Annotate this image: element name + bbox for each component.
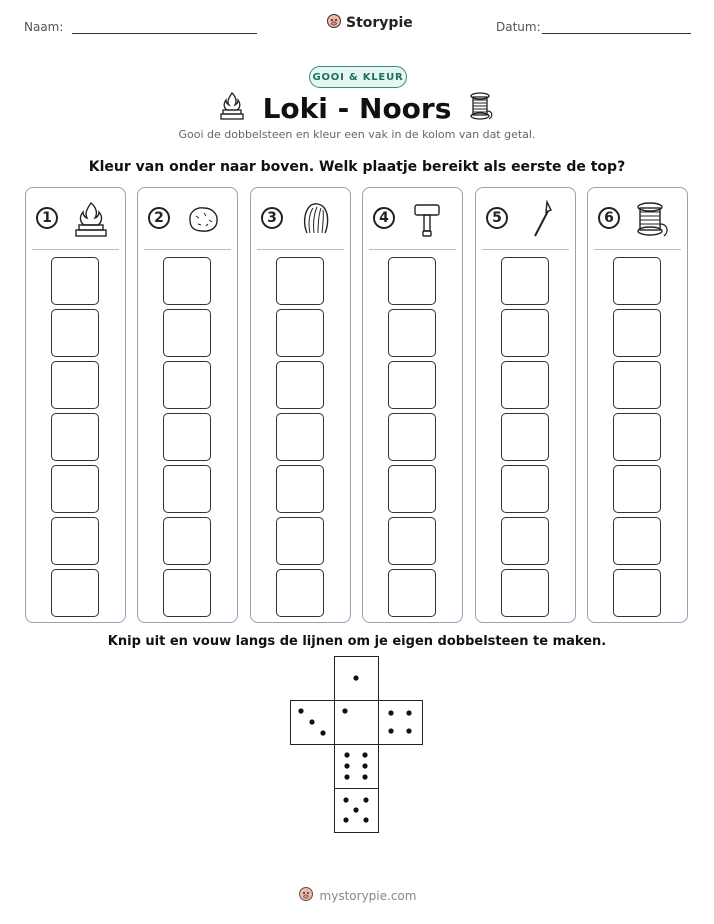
color-box[interactable]	[51, 569, 99, 617]
column-divider	[482, 249, 569, 250]
column-number: 2	[148, 207, 170, 229]
column-5	[475, 187, 576, 623]
column-number: 4	[373, 207, 395, 229]
hammer-icon	[409, 200, 447, 238]
column-divider	[594, 249, 681, 250]
color-box[interactable]	[501, 465, 549, 513]
column-4	[362, 187, 463, 623]
color-box[interactable]	[276, 465, 324, 513]
column-divider	[32, 249, 119, 250]
column-header	[363, 188, 462, 250]
color-box[interactable]	[276, 569, 324, 617]
column-1	[25, 187, 126, 623]
hair-icon	[297, 200, 335, 238]
die-face-4	[378, 700, 423, 745]
rock-icon	[184, 200, 222, 238]
die-face-6	[334, 744, 379, 789]
color-box[interactable]	[51, 257, 99, 305]
die-face-3	[290, 700, 335, 745]
pig-mascot-icon	[326, 13, 342, 33]
color-box[interactable]	[501, 257, 549, 305]
color-box[interactable]	[613, 569, 661, 617]
color-box[interactable]	[388, 361, 436, 409]
color-box[interactable]	[163, 257, 211, 305]
color-box[interactable]	[51, 413, 99, 461]
activity-badge: GOOI & KLEUR	[309, 66, 407, 88]
color-box[interactable]	[613, 517, 661, 565]
die-face-5	[334, 788, 379, 833]
color-box[interactable]	[276, 309, 324, 357]
footer	[0, 886, 714, 905]
color-box[interactable]	[613, 361, 661, 409]
pig-mascot-icon	[298, 886, 314, 905]
color-box[interactable]	[51, 309, 99, 357]
column-number: 6	[598, 207, 620, 229]
brand-name: Storypie	[346, 15, 413, 31]
spear-icon	[522, 200, 560, 238]
color-box[interactable]	[501, 413, 549, 461]
subtitle: Gooi de dobbelsteen en kleur een vak in de kolom van dat getal.	[178, 128, 536, 141]
footer-url[interactable]: mystorypie.com	[319, 888, 417, 903]
name-label: Naam:	[24, 20, 64, 34]
fire-altar-icon	[72, 200, 110, 238]
color-box[interactable]	[163, 465, 211, 513]
column-divider	[257, 249, 344, 250]
page-title: Loki - Noors	[262, 91, 452, 125]
cut-instruction: Knip uit en vouw langs de lijnen om je eigen dobbelsteen te maken.	[107, 634, 607, 649]
column-header	[588, 188, 687, 250]
color-box[interactable]	[388, 517, 436, 565]
column-header	[476, 188, 575, 250]
color-box[interactable]	[501, 309, 549, 357]
color-box[interactable]	[163, 361, 211, 409]
date-line[interactable]	[542, 33, 691, 34]
column-header	[251, 188, 350, 250]
thread-spool-icon	[634, 200, 672, 238]
column-header	[138, 188, 237, 250]
color-box[interactable]	[613, 413, 661, 461]
column-number: 3	[261, 207, 283, 229]
color-box[interactable]	[613, 465, 661, 513]
die-face-1	[334, 700, 379, 745]
color-box[interactable]	[163, 517, 211, 565]
color-box[interactable]	[613, 257, 661, 305]
column-3	[250, 187, 351, 623]
color-box[interactable]	[51, 517, 99, 565]
die-face-1	[334, 656, 379, 701]
color-box[interactable]	[163, 569, 211, 617]
fire-altar-icon	[219, 91, 245, 125]
color-box[interactable]	[388, 413, 436, 461]
name-line[interactable]	[72, 33, 257, 34]
column-number: 5	[486, 207, 508, 229]
column-divider	[369, 249, 456, 250]
column-header	[26, 188, 125, 250]
color-box[interactable]	[276, 361, 324, 409]
color-box[interactable]	[276, 413, 324, 461]
color-box[interactable]	[613, 309, 661, 357]
column-number: 1	[36, 207, 58, 229]
color-box[interactable]	[388, 465, 436, 513]
color-box[interactable]	[276, 517, 324, 565]
color-box[interactable]	[163, 413, 211, 461]
color-box[interactable]	[51, 465, 99, 513]
color-box[interactable]	[501, 569, 549, 617]
thread-spool-icon	[469, 91, 495, 125]
color-box[interactable]	[163, 309, 211, 357]
color-box[interactable]	[51, 361, 99, 409]
color-box[interactable]	[388, 309, 436, 357]
column-2	[137, 187, 238, 623]
color-box[interactable]	[388, 257, 436, 305]
date-label: Datum:	[496, 20, 541, 34]
color-box[interactable]	[501, 517, 549, 565]
column-6	[587, 187, 688, 623]
color-box[interactable]	[276, 257, 324, 305]
instruction: Kleur van onder naar boven. Welk plaatje bereikt als eerste de top?	[88, 159, 626, 175]
color-box[interactable]	[388, 569, 436, 617]
brand-logo	[326, 13, 413, 33]
color-box[interactable]	[501, 361, 549, 409]
column-divider	[144, 249, 231, 250]
title-row	[0, 88, 714, 128]
